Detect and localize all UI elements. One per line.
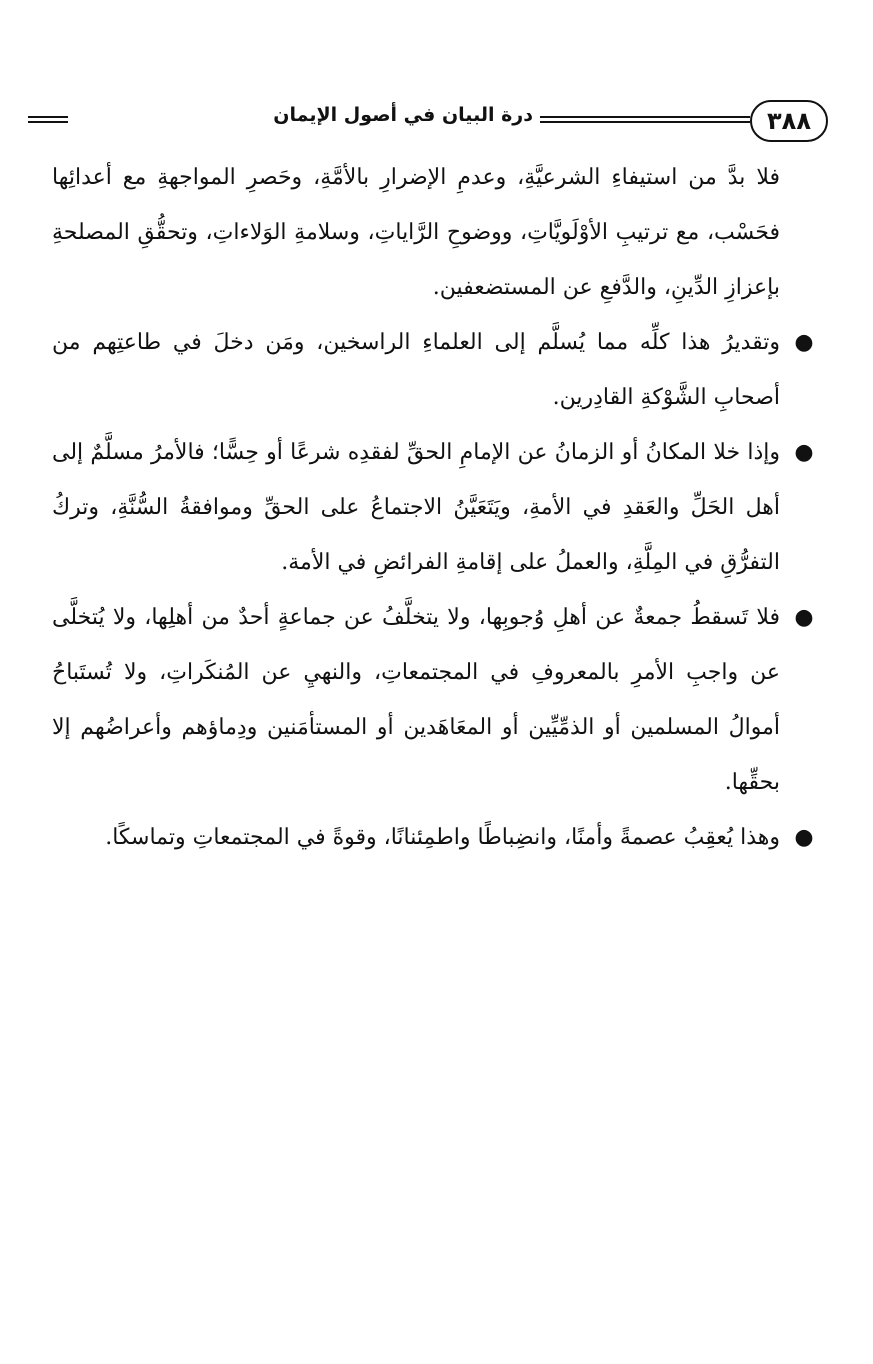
book-title: درة البيان في أصول الإيمان	[273, 104, 533, 126]
bullet-icon: ●	[794, 330, 814, 355]
page-header	[28, 100, 828, 146]
intro-paragraph: فلا بدَّ من استيفاءِ الشرعيَّةِ، وعدمِ الإضرارِ بالأمَّةِ، وحَصرِ المواجهةِ مع أعدائِها فحَسْب، مع ترتيبِ الأوْلَويَّاتِ، ووضوحِ الرَّاياتِ، وسلامةِ الوَلاءاتِ، وتحقُّقِ المصلحةِ بإعزازِ الدِّينِ، والدَّفعِ عن المستضعفين.	[52, 165, 780, 300]
bullet-icon: ●	[794, 440, 814, 465]
bullet-icon: ●	[794, 605, 814, 630]
bullet-item	[52, 315, 814, 425]
bullet-text: وهذا يُعقِبُ عصمةً وأمنًا، وانضِباطًا واطمِئنانًا، وقوةً في المجتمعاتِ وتماسكًا.	[105, 825, 780, 850]
bullet-item	[52, 810, 814, 865]
bullet-text: وتقديرُ هذا كلِّه مما يُسلَّم إلى العلماءِ الراسخين، ومَن دخلَ في طاعتِهم من أصحابِ الشَّوْكةِ القادِرين.	[52, 330, 780, 410]
bullet-text: وإذا خلا المكانُ أو الزمانُ عن الإمامِ الحقِّ لفقدِه شرعًا أو حِسًّا؛ فالأمرُ مسلَّمٌ إلى أهل الحَلِّ والعَقدِ في الأمةِ، ويَتَعَيَّنُ الاجتماعُ على الحقِّ وموافقةُ السُّنَّةِ، وتركُ التفرُّقِ في المِلَّةِ، والعملُ على إقامةِ الفرائضِ في الأمة.	[52, 440, 780, 575]
page-body	[52, 150, 814, 865]
page-number-badge: ٣٨٨	[750, 100, 828, 142]
header-rule-left	[28, 116, 68, 123]
header-rule-right	[540, 116, 750, 123]
bullet-item	[52, 425, 814, 590]
bullet-icon: ●	[794, 825, 814, 850]
bullet-item	[52, 590, 814, 810]
bullet-text: فلا تَسقطُ جمعةٌ عن أهلِ وُجوبِها، ولا يتخلَّفُ عن جماعةٍ أحدٌ من أهلِها، ولا يُتخلَّى عن واجبِ الأمرِ بالمعروفِ في المجتمعاتِ، والنهيِ عن المُنكَراتِ، ولا تُستَباحُ أموالُ المسلمين أو الذمِّيِّين أو المعَاهَدين أو المستأمَنين ودِماؤهم وأعراضُهم إلا بحقِّها.	[52, 605, 780, 795]
